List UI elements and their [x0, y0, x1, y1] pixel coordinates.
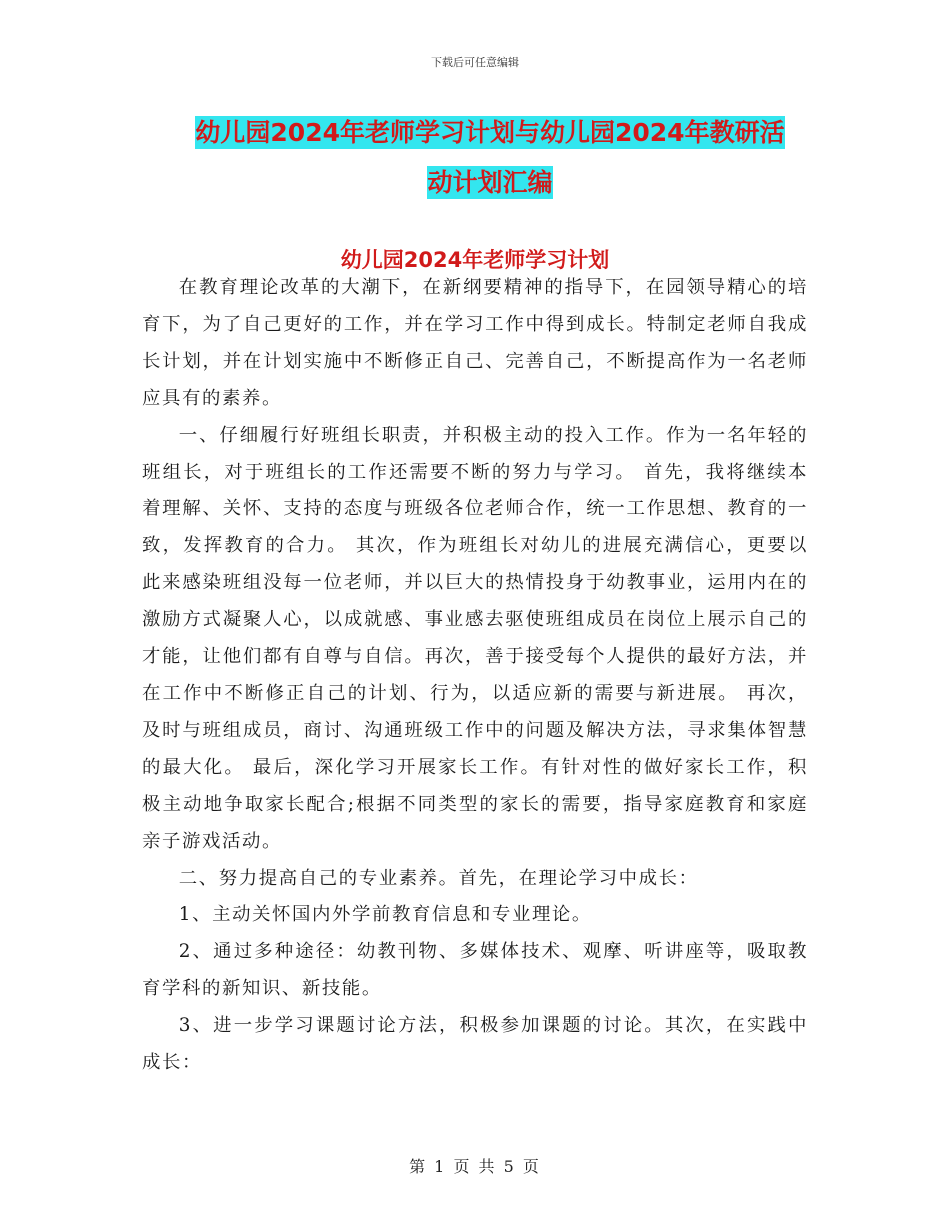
- paragraph: 2、通过多种途径：幼教刊物、多媒体技术、观摩、听讲座等，吸取教育学科的新知识、新技能。: [142, 941, 808, 1000]
- header-note: 下载后可任意编辑: [431, 56, 519, 69]
- document-title: [180, 108, 800, 208]
- paragraph: 1、主动关怀国内外学前教育信息和专业理论。: [178, 904, 592, 926]
- section-title: 幼儿园2024年老师学习计划: [340, 248, 610, 272]
- document-body: [142, 270, 808, 1082]
- paragraph: 3、进一步学习课题讨论方法，积极参加课题的讨论。其次，在实践中成长：: [142, 1015, 808, 1074]
- title-line-1: 幼儿园2024年老师学习计划与幼儿园2024年教研活: [195, 118, 785, 147]
- paragraph: 一、仔细履行好班组长职责，并积极主动的投入工作。作为一名年轻的班组长，对于班组长的工作还需要不断的努力与学习。 首先，我将继续本着理解、关怀、支持的态度与班级各位老师合作，统一工作思想、教育的一致，发挥教育的合力。 其次，作为班组长对幼儿的进展充满信心，更要以此来感染班组没每一位老师，并以巨大的热情投身于幼教事业，运用内在的激励方式凝聚人心，以成就感、事业感去驱使班组成员在岗位上展示自己的才能，让他们都有自尊与自信。再次，善于接受每个人提供的最好方法，并在工作中不断修正自己的计划、行为，以适应新的需要与新进展。 再次，及时与班组成员，商讨、沟通班级工作中的问题及解决方法，寻求集体智慧的最大化。 最后，深化学习开展家长工作。有针对性的做好家长工作，积极主动地争取家长配合;根据不同类型的家长的需要，指导家庭教育和家庭亲子游戏活动。: [142, 424, 808, 852]
- paragraph: 二、努力提高自己的专业素养。首先，在理论学习中成长：: [178, 867, 699, 889]
- title-line-2: 动计划汇编: [427, 168, 553, 197]
- paragraph: 在教育理论改革的大潮下，在新纲要精神的指导下，在园领导精心的培育下，为了自己更好的工作，并在学习工作中得到成长。特制定老师自我成长计划，并在计划实施中不断修正自己、完善自己，不断提高作为一名老师应具有的素养。: [142, 277, 808, 409]
- page-number-footer: 第 1 页 共 5 页: [409, 1157, 541, 1176]
